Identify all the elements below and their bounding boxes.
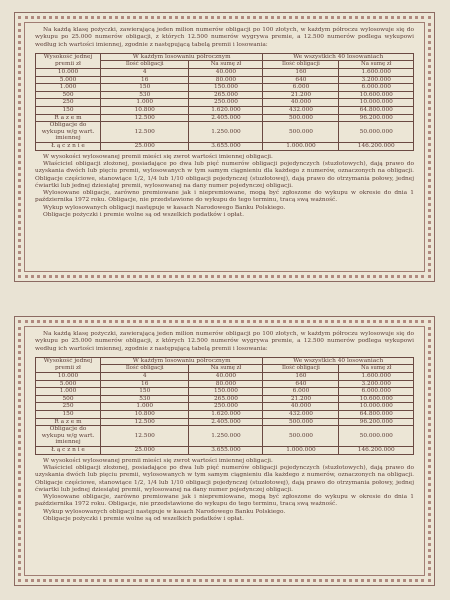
header-count: Ilość obligacji xyxy=(101,365,189,373)
table-row xyxy=(36,84,414,92)
cell: 10.600.000 xyxy=(339,395,414,403)
cell: 10.000.000 xyxy=(339,403,414,411)
cell: 96.200.000 xyxy=(339,418,414,426)
intro-text: Na każdą klasę pożyczki, zawierającą jeden milion numerów obligacji po 100 złotych, w każdym półroczu wylosowuje się do wykupu po 25.000 numerów obligacji, z których 12.500 numerów wygrywa premie, a 12.500 numerów podlega wykupowi według ich wartości imiennej, zgodnie z następującą tabelą premii i losowania: xyxy=(35,27,414,48)
table-row xyxy=(36,380,414,388)
table-row xyxy=(36,411,414,419)
cell: 146.200.000 xyxy=(339,143,414,151)
cell: 1.600.000 xyxy=(339,373,414,381)
cell: 6.000 xyxy=(263,84,339,92)
table-row xyxy=(36,99,414,107)
cell: 4 xyxy=(101,373,189,381)
cell: 3.200.000 xyxy=(339,380,414,388)
coupon-content xyxy=(35,331,414,523)
razem-row xyxy=(36,114,414,122)
wykup-label: Obligacje do wykupu w/g wart. imiennej xyxy=(36,426,101,447)
cell: 1.000.000 xyxy=(263,143,339,151)
cell: 10.600.000 xyxy=(339,91,414,99)
header-semiannual: W każdym losowaniu półrocznym xyxy=(101,357,263,365)
cell: 10.000.000 xyxy=(339,99,414,107)
cell: 432.000 xyxy=(263,107,339,115)
wykup-label: Obligacje do wykupu w/g wart. imiennej xyxy=(36,122,101,143)
total-label: Ł ą c z n i e xyxy=(36,447,101,455)
cell: 250 xyxy=(36,403,101,411)
cell: 1.600.000 xyxy=(339,69,414,77)
cell: 1.620.000 xyxy=(189,411,263,419)
note-2: Właściciel obligacji złożonej, posiadające po dwa lub pięć numerów obligacji pojedynczych (stuzłotowych), dają prawo do uzyskania dwóch lub pięciu premii, wylosowanych w tym samym ciągnieniu dla każdego z numerów, oznaczonych na obligacji. Obligacje częściowe, stanowiące 1/2, 1/4 lub 1/10 obligacji pojedynczej (stuzłotowej), dają prawo do otrzymania połowy, jednej ćwiartki lub jednej dziesiątej premii, wylosowanej na dany numer pojedynczej obligacji. xyxy=(35,160,414,189)
cell: 16 xyxy=(101,76,189,84)
cell: 1.000 xyxy=(101,403,189,411)
cell: 25.000 xyxy=(101,447,189,455)
header-count: Ilość obligacji xyxy=(263,61,339,69)
note-5: Obligacje pożyczki i premie wolne są od wszelkich podatków i opłat. xyxy=(43,211,244,218)
cell: 500.000 xyxy=(263,122,339,143)
note-1: W wysokości wylosowanej premii mieści się zwrot wartości imiennej obligacji. xyxy=(43,457,273,464)
coupon-bottom xyxy=(14,316,435,586)
cell: 1.620.000 xyxy=(189,107,263,115)
cell: 40.000 xyxy=(263,403,339,411)
razem-label: R a z e m xyxy=(36,418,101,426)
cell: 10.000 xyxy=(36,373,101,381)
cell: 3.655.000 xyxy=(189,143,263,151)
razem-row xyxy=(36,418,414,426)
header-count: Ilość obligacji xyxy=(263,365,339,373)
cell: 265.000 xyxy=(189,91,263,99)
header-semiannual: W każdym losowaniu półrocznym xyxy=(101,53,263,61)
cell: 500 xyxy=(36,91,101,99)
coupon-top xyxy=(14,12,435,282)
cell: 250.000 xyxy=(189,99,263,107)
header-count: Ilość obligacji xyxy=(101,61,189,69)
header-sum: Na sumę zł xyxy=(189,61,263,69)
cell: 150 xyxy=(36,411,101,419)
note-4: Wykup wylosowanych obligacji następuje w kasach Narodowego Banku Polskiego. xyxy=(43,508,286,515)
header-premium-amount: Wysokość jednej premii zł xyxy=(36,357,101,372)
table-row xyxy=(36,76,414,84)
cell: 1.250.000 xyxy=(189,122,263,143)
note-4: Wykup wylosowanych obligacji następuje w kasach Narodowego Banku Polskiego. xyxy=(43,204,286,211)
table-row xyxy=(36,107,414,115)
cell: 6.000.000 xyxy=(339,388,414,396)
cell: 640 xyxy=(263,76,339,84)
premium-table xyxy=(35,53,414,151)
cell: 250.000 xyxy=(189,403,263,411)
cell: 96.200.000 xyxy=(339,114,414,122)
cell: 265.000 xyxy=(189,395,263,403)
cell: 6.000.000 xyxy=(339,84,414,92)
cell: 150.000 xyxy=(189,84,263,92)
table-row xyxy=(36,91,414,99)
header-sum: Na sumę zł xyxy=(339,365,414,373)
cell: 150.000 xyxy=(189,388,263,396)
header-premium-amount: Wysokość jednej premii zł xyxy=(36,53,101,68)
cell: 5.000 xyxy=(36,380,101,388)
note-2: Właściciel obligacji złożonej, posiadające po dwa lub pięć numerów obligacji pojedynczych (stuzłotowych), dają prawo do uzyskania dwóch lub pięciu premii, wylosowanych w tym samym ciągnieniu dla każdego z numerów, oznaczonych na obligacji. Obligacje częściowe, stanowiące 1/2, 1/4 lub 1/10 obligacji pojedynczej (stuzłotowej), dają prawo do otrzymania połowy, jednej ćwiartki lub jednej dziesiątej premii, wylosowanej na dany numer pojedynczej obligacji. xyxy=(35,464,414,493)
cell: 64.800.000 xyxy=(339,107,414,115)
premium-table xyxy=(35,357,414,455)
note-5: Obligacje pożyczki i premie wolne są od wszelkich podatków i opłat. xyxy=(43,515,244,522)
cell: 10.800 xyxy=(101,107,189,115)
cell: 50.000.000 xyxy=(339,122,414,143)
total-row xyxy=(36,143,414,151)
intro-text: Na każdą klasę pożyczki, zawierającą jeden milion numerów obligacji po 100 złotych, w każdym półroczu wylosowuje się do wykupu po 25.000 numerów obligacji, z których 12.500 numerów wygrywa premie, a 12.500 numerów podlega wykupowi według ich wartości imiennej, zgodnie z następującą tabelą premii i losowania: xyxy=(35,331,414,352)
cell: 12.500 xyxy=(101,114,189,122)
cell: 1.000.000 xyxy=(263,447,339,455)
cell: 25.000 xyxy=(101,143,189,151)
cell: 12.500 xyxy=(101,418,189,426)
note-3: Wylosowane obligacje, zarówno premiowane jak i niepremiowane, mogą być zgłoszone do wykupu w okresie do dnia 1 października 1972 roku. Obligacje, nie przedstawione do wykupu do tego terminu, tracą swą ważność. xyxy=(35,190,414,204)
cell: 1.250.000 xyxy=(189,426,263,447)
table-row xyxy=(36,373,414,381)
total-label: Ł ą c z n i e xyxy=(36,143,101,151)
cell: 640 xyxy=(263,380,339,388)
note-1: W wysokości wylosowanej premii mieści się zwrot wartości imiennej obligacji. xyxy=(43,153,273,160)
cell: 10.800 xyxy=(101,411,189,419)
cell: 160 xyxy=(263,373,339,381)
cell: 1.000 xyxy=(36,84,101,92)
cell: 150 xyxy=(101,84,189,92)
cell: 40.000 xyxy=(263,99,339,107)
header-sum: Na sumę zł xyxy=(189,365,263,373)
cell: 80.000 xyxy=(189,76,263,84)
total-row xyxy=(36,447,414,455)
cell: 50.000.000 xyxy=(339,426,414,447)
cell: 500.000 xyxy=(263,114,339,122)
cell: 40.000 xyxy=(189,373,263,381)
cell: 2.405.000 xyxy=(189,418,263,426)
cell: 12.500 xyxy=(101,122,189,143)
table-row xyxy=(36,388,414,396)
cell: 530 xyxy=(101,395,189,403)
cell: 250 xyxy=(36,99,101,107)
cell: 146.200.000 xyxy=(339,447,414,455)
header-sum: Na sumę zł xyxy=(339,61,414,69)
header-all-draws: We wszystkich 40 losowaniach xyxy=(263,357,414,365)
cell: 3.200.000 xyxy=(339,76,414,84)
cell: 64.800.000 xyxy=(339,411,414,419)
cell: 10.000 xyxy=(36,69,101,77)
note-3: Wylosowane obligacje, zarówno premiowane jak i niepremiowane, mogą być zgłoszone do wykupu w okresie do dnia 1 października 1972 roku. Obligacje, nie przedstawione do wykupu do tego terminu, tracą swą ważność. xyxy=(35,494,414,508)
cell: 160 xyxy=(263,69,339,77)
cell: 16 xyxy=(101,380,189,388)
cell: 5.000 xyxy=(36,76,101,84)
cell: 150 xyxy=(101,388,189,396)
cell: 500 xyxy=(36,395,101,403)
cell: 500.000 xyxy=(263,426,339,447)
cell: 3.655.000 xyxy=(189,447,263,455)
cell: 40.000 xyxy=(189,69,263,77)
cell: 21.200 xyxy=(263,395,339,403)
razem-label: R a z e m xyxy=(36,114,101,122)
table-row xyxy=(36,403,414,411)
header-all-draws: We wszystkich 40 losowaniach xyxy=(263,53,414,61)
wykup-row xyxy=(36,426,414,447)
cell: 150 xyxy=(36,107,101,115)
table-row xyxy=(36,395,414,403)
cell: 6.000 xyxy=(263,388,339,396)
cell: 432.000 xyxy=(263,411,339,419)
cell: 500.000 xyxy=(263,418,339,426)
cell: 530 xyxy=(101,91,189,99)
coupon-content xyxy=(35,27,414,219)
wykup-row xyxy=(36,122,414,143)
cell: 4 xyxy=(101,69,189,77)
cell: 1.000 xyxy=(101,99,189,107)
cell: 2.405.000 xyxy=(189,114,263,122)
cell: 12.500 xyxy=(101,426,189,447)
cell: 21.200 xyxy=(263,91,339,99)
cell: 1.000 xyxy=(36,388,101,396)
cell: 80.000 xyxy=(189,380,263,388)
table-row xyxy=(36,69,414,77)
